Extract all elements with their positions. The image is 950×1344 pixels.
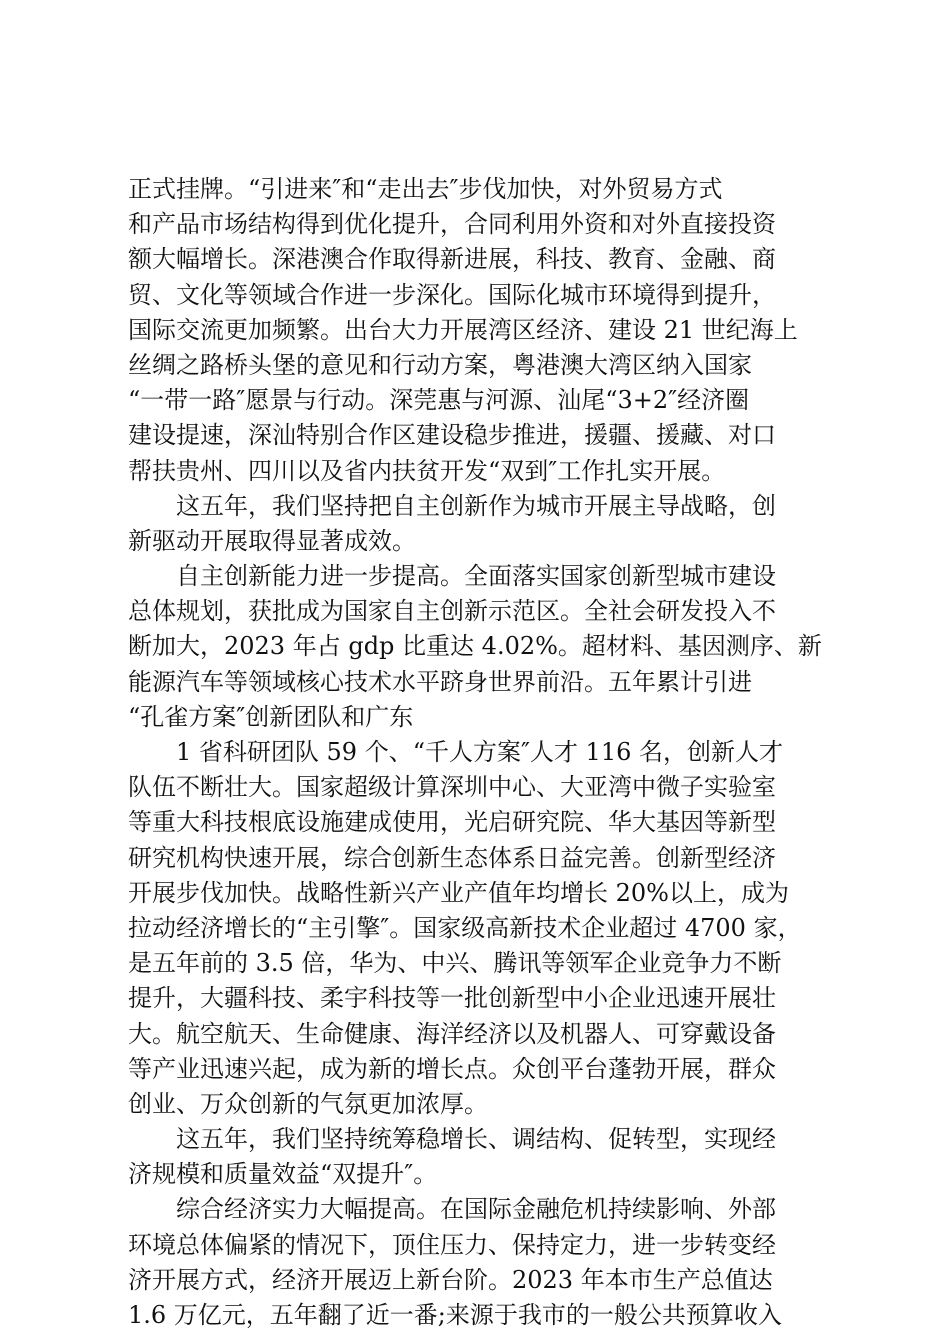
text-line: 能源汽车等领域核心技术水平跻身世界前沿。五年累计引进 xyxy=(128,667,752,696)
text-line: 济开展方式，经济开展迈上新台阶。2023 年本市生产总值达 xyxy=(128,1265,773,1294)
text-line: 1 省科研团队 59 个、“千人方案″人才 116 名，创新人才 xyxy=(176,738,783,766)
text-line: 帮扶贵州、四川以及省内扶贫开发“双到″工作扎实开展。 xyxy=(128,456,726,485)
text-line: 环境总体偏紧的情况下，顶住压力、保持定力，进一步转变经 xyxy=(128,1230,776,1259)
text-line: 开展步伐加快。战略性新兴产业产值年均增长 20%以上，成为 xyxy=(128,878,789,907)
text-line: 总体规划，获批成为国家自主创新示范区。全社会研发投入不 xyxy=(128,597,776,626)
text-line: 贸、文化等领域合作进一步深化。国际化城市环境得到提升， xyxy=(128,280,776,309)
text-line: 断加大，2023 年占 gdp 比重达 4.02%。超材料、基因测序、新 xyxy=(128,632,822,661)
text-line: 提升，大疆科技、柔宇科技等一批创新型中小企业迅速开展壮 xyxy=(128,984,776,1013)
text-line: 国际交流更加频繁。出台大力开展湾区经济、建设 21 世纪海上 xyxy=(128,315,798,344)
text-line: 济规模和质量效益“双提升″。 xyxy=(128,1160,438,1189)
text-line: 创业、万众创新的气氛更加浓厚。 xyxy=(128,1089,488,1118)
text-line: 额大幅增长。深港澳合作取得新进展，科技、教育、金融、商 xyxy=(128,245,776,274)
text-line: 和产品市场结构得到优化提升，合同利用外资和对外直接投资 xyxy=(128,210,776,239)
text-line: 建设提速，深汕特别合作区建设稳步推进，援疆、援藏、对口 xyxy=(128,421,776,450)
text-line: 研究机构快速开展，综合创新生态体系日益完善。创新型经济 xyxy=(128,843,776,872)
text-line: 拉动经济增长的“主引擎″。国家级高新技术企业超过 4700 家， xyxy=(128,913,802,942)
text-line: 新驱动开展取得显著成效。 xyxy=(128,526,416,555)
text-line: 综合经济实力大幅提高。在国际金融危机持续影响、外部 xyxy=(176,1195,776,1224)
text-line: 这五年，我们坚持把自主创新作为城市开展主导战略，创 xyxy=(176,491,776,520)
text-line: 1.6 万亿元，五年翻了近一番;来源于我市的一般公共预算收入 xyxy=(128,1301,782,1329)
text-line: “孔雀方案″创新团队和广东 xyxy=(128,702,414,731)
text-line: 等重大科技根底设施建成使用，光启研究院、华大基因等新型 xyxy=(128,808,776,837)
text-line: 自主创新能力进一步提高。全面落实国家创新型城市建设 xyxy=(176,562,776,591)
text-line: 这五年，我们坚持统筹稳增长、调结构、促转型，实现经 xyxy=(176,1125,776,1154)
text-line: “一带一路″愿景与行动。深莞惠与河源、汕尾“3+2″经济圈 xyxy=(128,386,750,415)
text-line: 队伍不断壮大。国家超级计算深圳中心、大亚湾中微子实验室 xyxy=(128,773,776,802)
document-body xyxy=(128,172,838,1333)
text-line: 等产业迅速兴起，成为新的增长点。众创平台蓬勃开展，群众 xyxy=(128,1054,776,1083)
text-line: 正式挂牌。“引进来″和“走出去″步伐加快，对外贸易方式 xyxy=(128,175,723,203)
text-line: 大。航空航天、生命健康、海洋经济以及机器人、可穿戴设备 xyxy=(128,1019,776,1048)
text-line: 是五年前的 3.5 倍，华为、中兴、腾讯等领军企业竞争力不断 xyxy=(128,949,782,978)
text-line: 丝绸之路桥头堡的意见和行动方案，粤港澳大湾区纳入国家 xyxy=(128,350,752,379)
